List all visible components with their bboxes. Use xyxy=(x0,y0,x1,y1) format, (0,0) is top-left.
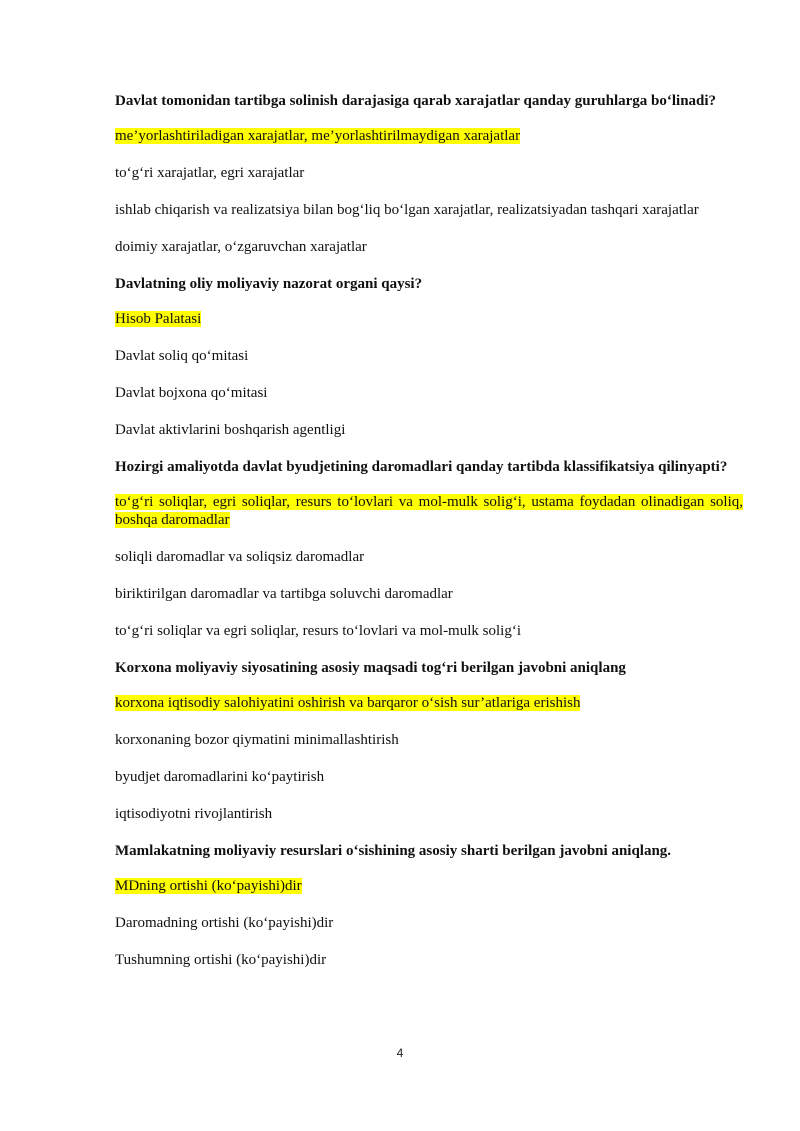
answer-option: korxonaning bozor qiymatini minimallashtirish xyxy=(115,732,399,748)
question-block-5 xyxy=(115,842,743,969)
highlighted-answer: to‘g‘ri soliqlar, egri soliqlar, resurs to‘lovlari va mol-mulk solig‘i, ustama foydadan olinadigan soliq, boshqa daromadlar xyxy=(115,494,743,528)
question-text: Davlatning oliy moliyaviy nazorat organi qaysi? xyxy=(115,276,423,292)
question-block-1 xyxy=(115,92,743,256)
question-text: Mamlakatning moliyaviy resurslari o‘sishining asosiy sharti berilgan javobni aniqlang. xyxy=(115,843,672,859)
answer-option: soliqli daromadlar va soliqsiz daromadlar xyxy=(115,549,365,565)
question-text: Davlat tomonidan tartibga solinish darajasiga qarab xarajatlar qanday guruhlarga bo‘linadi? xyxy=(115,93,717,109)
answer-option: to‘g‘ri xarajatlar, egri xarajatlar xyxy=(115,165,305,181)
page-number: 4 xyxy=(396,1046,404,1060)
question-block-4 xyxy=(115,659,743,823)
answer-option: Davlat aktivlarini boshqarish agentligi xyxy=(115,422,346,438)
answer-option: biriktirilgan daromadlar va tartibga soluvchi daromadlar xyxy=(115,586,453,602)
answer-option-correct xyxy=(115,310,743,328)
question-block-2 xyxy=(115,275,743,439)
question-text: Korxona moliyaviy siyosatining asosiy maqsadi tog‘ri berilgan javobni aniqlang xyxy=(115,660,626,676)
answer-option-correct xyxy=(115,694,743,712)
answer-option: iqtisodiyotni rivojlantirish xyxy=(115,806,273,822)
highlighted-answer: korxona iqtisodiy salohiyatini oshirish va barqaror o‘sish sur’atlariga erishish xyxy=(115,695,581,711)
answer-option: Tushumning ortishi (ko‘payishi)dir xyxy=(115,952,327,968)
highlighted-answer: MDning ortishi (ko‘payishi)dir xyxy=(115,878,302,894)
answer-option: Davlat bojxona qo‘mitasi xyxy=(115,385,268,401)
answer-option: Davlat soliq qo‘mitasi xyxy=(115,348,249,364)
answer-option-correct xyxy=(115,493,743,529)
document-page xyxy=(115,92,743,988)
answer-option: Daromadning ortishi (ko‘payishi)dir xyxy=(115,915,334,931)
highlighted-answer: Hisob Palatasi xyxy=(115,311,202,327)
question-block-3 xyxy=(115,458,743,640)
answer-option-correct xyxy=(115,877,743,895)
answer-option-correct xyxy=(115,127,743,145)
answer-option: doimiy xarajatlar, o‘zgaruvchan xarajatlar xyxy=(115,239,367,255)
answer-option: to‘g‘ri soliqlar va egri soliqlar, resurs to‘lovlari va mol-mulk solig‘i xyxy=(115,623,521,639)
question-text: Hozirgi amaliyotda davlat byudjetining daromadlari qanday tartibda klassifikatsiya qilinyapti? xyxy=(115,459,728,475)
answer-option: byudjet daromadlarini ko‘paytirish xyxy=(115,769,325,785)
highlighted-answer: me’yorlashtiriladigan xarajatlar, me’yorlashtirilmaydigan xarajatlar xyxy=(115,128,521,144)
answer-option: ishlab chiqarish va realizatsiya bilan bog‘liq bo‘lgan xarajatlar, realizatsiyadan tashqari xarajatlar xyxy=(115,202,699,218)
